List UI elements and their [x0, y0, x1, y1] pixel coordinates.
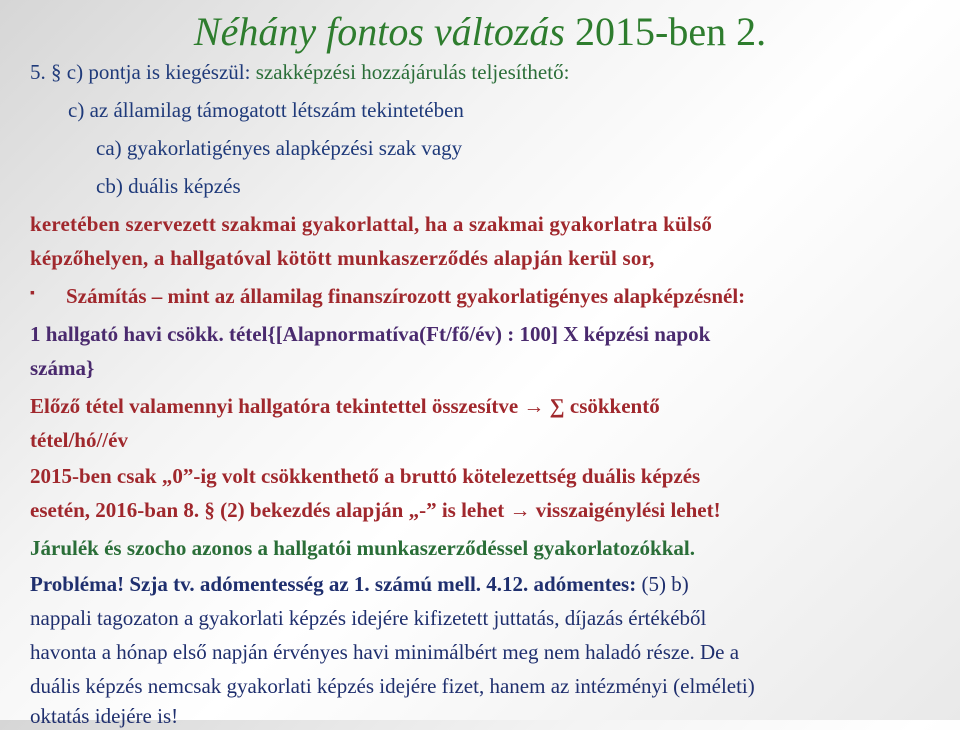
line-7: Számítás – mint az államilag finanszírozott gyakorlatigényes alapképzésnél:: [66, 284, 746, 308]
line-8: 1 hallgató havi csökk. tétel{[Alapnormatíva(Ft/fő/év) : 100] X képzési napok: [30, 322, 711, 346]
line-18: duális képzés nemcsak gyakorlati képzés idejére fizet, hanem az intézményi (elméleti): [30, 674, 755, 698]
line-19: oktatás idejére is!: [30, 704, 179, 728]
line-15: [30, 570, 689, 598]
line-10: Előző tétel valamennyi hallgatóra tekintettel összesítve → ∑ csökkentő: [30, 394, 660, 418]
title-year: 2015-ben 2.: [575, 9, 767, 54]
line-11: tétel/hó//év: [30, 428, 128, 452]
line-15-bold: Probléma! Szja tv. adómentesség az 1. számú mell. 4.12. adómentes:: [30, 572, 637, 596]
line-4: cb) duális képzés: [96, 174, 241, 198]
line-5: keretében szervezett szakmai gyakorlattal, ha a szakmai gyakorlatra külső: [30, 212, 713, 236]
line-14: Járulék és szocho azonos a hallgatói munkaszerződéssel gyakorlatozókkal.: [30, 536, 695, 560]
line-12: 2015-ben csak „0”-ig volt csökkenthető a bruttó kötelezettség duális képzés: [30, 464, 701, 488]
line-15-rest: (5) b): [636, 572, 689, 596]
slide-title: [0, 8, 960, 56]
line-16: nappali tagozaton a gyakorlati képzés idejére kifizetett juttatás, díjazás értékéből: [30, 606, 707, 630]
line-3: ca) gyakorlatigényes alapképzési szak vagy: [96, 136, 463, 160]
line-1-rest: szakképzési hozzájárulás teljesíthető:: [255, 60, 570, 84]
line-2: c) az államilag támogatott létszám tekintetében: [68, 98, 464, 122]
title-italic: Néhány fontos változás: [193, 9, 575, 54]
line-1-prefix: 5. § c) pontja is kiegészül:: [30, 60, 256, 84]
line-13: esetén, 2016-ban 8. § (2) bekezdés alapján „-” is lehet → visszaigénylési lehet!: [30, 498, 721, 522]
line-17: havonta a hónap első napján érvényes havi minimálbért meg nem haladó része. De a: [30, 640, 740, 664]
line-1: [30, 58, 569, 86]
line-9: száma}: [30, 356, 95, 380]
square-bullet-icon: ▪: [30, 286, 35, 301]
line-6: képzőhelyen, a hallgatóval kötött munkaszerződés alapján kerül sor,: [30, 246, 655, 270]
